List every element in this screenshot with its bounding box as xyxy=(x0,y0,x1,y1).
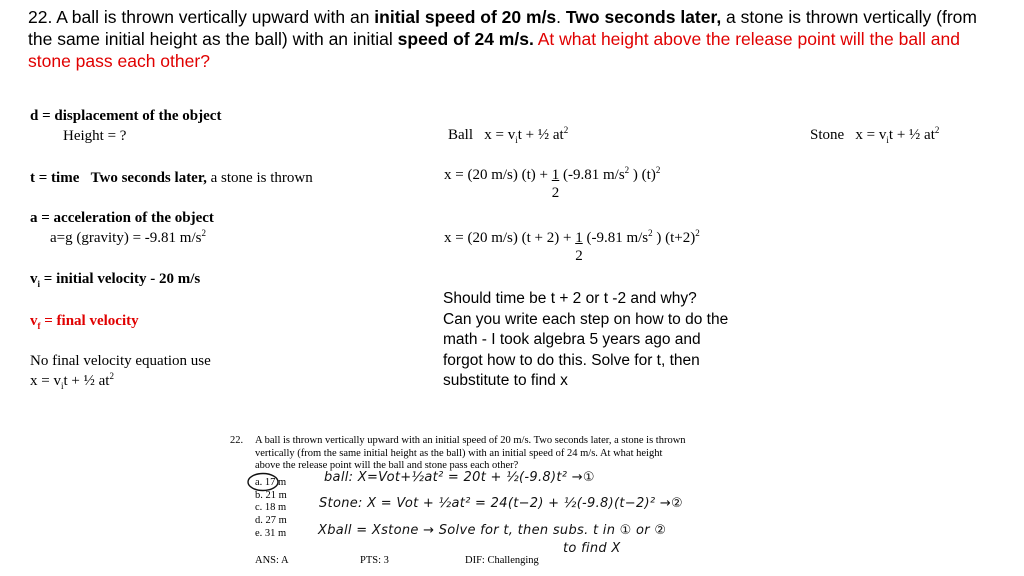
no-final-velocity-note: No final velocity equation use xyxy=(30,353,211,369)
scan-difficulty: DIF: Challenging xyxy=(465,555,539,566)
var-t-definition: t = time Two seconds later, a stone is thrown xyxy=(30,170,313,186)
fraction-half: $\frac{1}{2}$ xyxy=(551,167,560,201)
question-number: 22. xyxy=(28,7,57,27)
var-d-definition: d = displacement of the object xyxy=(30,108,222,124)
ball-equation-header: Ball $x = v_it$ + ½ $at^2$ xyxy=(448,125,569,145)
var-height: Height = ? xyxy=(63,128,127,144)
handwritten-solve-note: Xball = Xstone → Solve for t, then subs. t in ① or ② xyxy=(318,523,667,538)
handwritten-stone-equation: Stone: X = Vot + ½at² = 24(t−2) + ½(-9.8)(t−2)² →② xyxy=(319,496,683,511)
handwritten-ball-equation: ball: X=Vot+½at² = 20t + ½(-9.8)t² →① xyxy=(324,470,595,485)
handwritten-find-x: to find X xyxy=(563,541,621,556)
scan-question-text: A ball is thrown vertically upward with an initial speed of 20 m/s. Two seconds later, a stone is thrown vertically (from the same initial height as the ball) with an initial speed of 24 m/s. At what height above the release point will the ball and stone pass each other? xyxy=(255,435,686,471)
option-c: c. 18 m xyxy=(255,502,287,514)
option-b: b. 21 m xyxy=(255,489,287,501)
scan-answer: ANS: A xyxy=(255,555,289,566)
var-vi-definition: $v_i$ = initial velocity - 20 m/s xyxy=(30,271,201,289)
option-e: e. 31 m xyxy=(255,527,287,539)
option-d: d. 27 m xyxy=(255,515,287,527)
fraction-half: $\frac{1}{2}$ xyxy=(575,230,583,264)
var-vf-definition: $v_f$ = final velocity xyxy=(30,313,139,331)
option-a: a. 17 m xyxy=(255,477,287,488)
question-prompt: At what height above the release point will the ball and stone pass each other? xyxy=(28,29,960,71)
circle-mark-icon xyxy=(246,472,282,492)
student-question-note: Should time be t + 2 or t -2 and why? Can you write each step on how to do the math - I took algebra 5 years ago and forgot how to do this. Solve for t, then substitute to find x xyxy=(443,290,729,389)
stone-equation-header: Stone $x = v_it$ + ½ $at^2$ xyxy=(810,125,940,145)
ball-label: Ball xyxy=(448,127,473,143)
scan-question-number: 22. xyxy=(230,435,244,446)
left-equation: $x = v_it$ + ½ $at^2$ xyxy=(30,371,114,391)
question-text: 22. A ball is thrown vertically upward with an initial speed of 20 m/s. Two seconds later, a stone is thrown vertically (from the same initial height as the ball) with an initial speed of 24 m/s. At what height above the release point will the ball and stone pass each other? xyxy=(28,7,977,71)
ball-equation-1: x = (20 m/s) $(t) + \frac{1}{2}$ (-9.81 $m/s^2$ ) $(t)^2$ xyxy=(444,165,661,201)
var-a-definition: a = acceleration of the object xyxy=(30,210,214,226)
scan-points: PTS: 3 xyxy=(360,555,389,566)
stone-label: Stone xyxy=(810,127,845,143)
ball-equation-2: x = (20 m/s) $(t + 2) + \frac{1}{2}$ (-9.81 $m/s^2$ ) $(t+2)^2$ xyxy=(444,228,700,264)
var-a-value: a=g (gravity) = -9.81 $m/s^2$ xyxy=(50,228,206,246)
scanned-answer-image xyxy=(226,430,796,576)
